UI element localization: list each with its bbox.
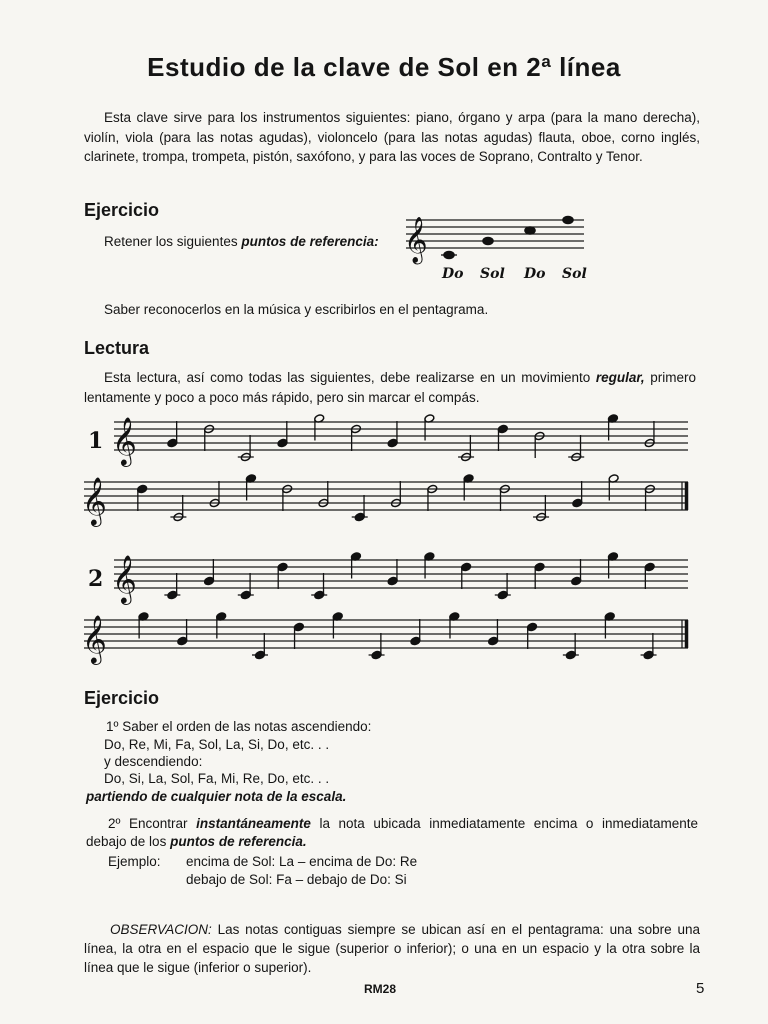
page-title: Estudio de la clave de Sol en 2ª línea: [147, 52, 621, 82]
intro-text: Esta clave sirve para los instrumentos siguientes: piano, órgano y arpa (para la mano derecha), violín, viola (para las notas agudas), violoncelo (para las notas agudas) flauta, oboe, corno inglés, clarinete, trompa, trompeta, pistón, saxófono, y para las voces de Soprano, Contralto y Tenor.: [84, 110, 700, 164]
footer-code: RM28: [364, 982, 397, 996]
recognize-line: Saber reconocerlos en la música y escribirlos en el pentagrama.: [104, 302, 489, 317]
retain-text: Retener los siguientes: [104, 234, 242, 249]
staff-lines: [406, 220, 584, 248]
reference-staff: [396, 208, 592, 288]
observacion-paragraph: [84, 920, 700, 977]
reading-exercises: [0, 400, 768, 690]
note-do-mid: [525, 227, 535, 234]
note-sol-high: [563, 217, 573, 224]
note-do-low: [444, 252, 454, 259]
retain-line: [104, 232, 379, 252]
retain-emph: puntos de referencia:: [241, 234, 379, 249]
example-line: debajo de Sol: Fa – debajo de Do: Si: [186, 872, 407, 887]
lectura-text-a: Esta lectura, así como todas las siguientes, debe realizarse en un movimiento: [104, 370, 596, 385]
order-line: Do, Re, Mi, Fa, Sol, La, Si, Do, etc. . .: [104, 737, 330, 752]
lectura-emph: regular,: [595, 370, 645, 385]
observacion-text: Las notas contiguas siempre se ubican así en el pentagrama: una sobre una línea, la otra en el espacio que le sigue (superior o inferior); o una en un espacio y la otra sobre la línea que le sigue (inferior o superior).: [84, 922, 700, 975]
example-line: encima de Sol: La – encima de Do: Re: [186, 854, 418, 869]
item2-a: 2º Encontrar: [108, 816, 197, 831]
partiendo-line: partiendo de cualquier nota de la escala.: [86, 789, 347, 804]
note-sol: [483, 238, 493, 245]
ejercicio-heading-1: Ejercicio: [84, 200, 160, 220]
treble-clef-icon: 𝄞: [404, 217, 428, 263]
order-line: y descendiendo:: [104, 754, 203, 769]
lectura-text-b: primero lentamente y poco a poco más rápido, pero sin marcar el compás.: [84, 370, 696, 405]
treble-clef-icon: 𝄞: [82, 614, 107, 663]
treble-clef-icon: 𝄞: [112, 416, 137, 465]
item2-emph2: puntos de referencia.: [170, 834, 307, 849]
ejercicio-heading-2: Ejercicio: [84, 688, 160, 708]
ref-name: Do: [524, 266, 546, 282]
observacion-label: OBSERVACION:: [110, 922, 212, 937]
example-label: Ejemplo:: [108, 854, 161, 869]
treble-clef-icon: 𝄞: [82, 476, 107, 525]
ref-name: Sol: [480, 266, 505, 282]
exercise-number: 2: [88, 566, 104, 592]
staves-group: [82, 414, 688, 665]
treble-clef-icon: 𝄞: [112, 554, 137, 603]
item2-emph: instantáneamente: [196, 816, 311, 831]
exercise-number: 1: [88, 428, 104, 454]
order-line: 1º Saber el orden de las notas ascendiendo:: [106, 719, 372, 734]
intro-paragraph: [84, 108, 700, 167]
item2-paragraph: [86, 815, 698, 851]
item2-b: la nota ubicada inmediatamente encima o inmediatamente debajo de los: [86, 816, 699, 849]
ref-name: Do: [442, 266, 464, 282]
lectura-heading: Lectura: [84, 338, 150, 358]
order-line: Do, Si, La, Sol, Fa, Mi, Re, Do, etc. . .: [104, 771, 330, 786]
ref-name: Sol: [562, 266, 587, 282]
page-number: 5: [696, 980, 705, 997]
